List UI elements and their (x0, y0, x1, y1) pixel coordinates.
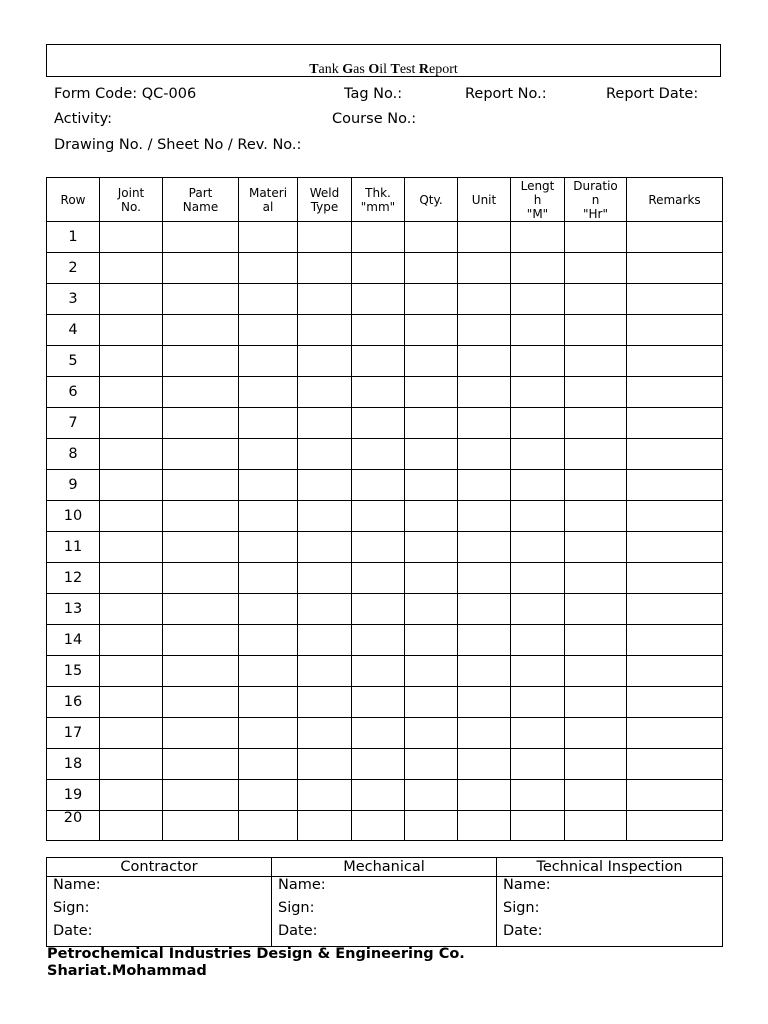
sign-field-label: Sign: (503, 900, 540, 916)
empty-cell[interactable] (100, 656, 163, 687)
table-row (47, 594, 723, 625)
empty-cell[interactable] (100, 780, 163, 811)
empty-cell[interactable] (239, 749, 298, 780)
empty-cell[interactable] (627, 749, 723, 780)
empty-cell[interactable] (239, 594, 298, 625)
empty-cell[interactable] (627, 284, 723, 315)
empty-cell[interactable] (405, 563, 458, 594)
empty-cell[interactable] (100, 315, 163, 346)
technical-inspection-header: Technical Inspection (497, 858, 723, 877)
empty-cell[interactable] (100, 625, 163, 656)
empty-cell[interactable] (352, 284, 405, 315)
author-name: Shariat.Mohammad (47, 963, 207, 979)
empty-cell[interactable] (511, 439, 565, 470)
empty-cell[interactable] (298, 470, 352, 501)
empty-cell[interactable] (511, 501, 565, 532)
row-number: 18 (47, 749, 100, 780)
empty-cell[interactable] (458, 253, 511, 284)
table-row (47, 532, 723, 563)
table-row (47, 749, 723, 780)
table-row (47, 315, 723, 346)
row-number: 4 (47, 315, 100, 346)
empty-cell[interactable] (405, 718, 458, 749)
empty-cell[interactable] (405, 315, 458, 346)
empty-cell[interactable] (405, 687, 458, 718)
empty-cell[interactable] (239, 811, 298, 841)
empty-cell[interactable] (565, 253, 627, 284)
empty-cell[interactable] (511, 408, 565, 439)
empty-cell[interactable] (163, 625, 239, 656)
empty-cell[interactable] (511, 625, 565, 656)
empty-cell[interactable] (565, 749, 627, 780)
empty-cell[interactable] (458, 780, 511, 811)
empty-cell[interactable] (163, 749, 239, 780)
empty-cell[interactable] (405, 656, 458, 687)
name-field-label: Name: (53, 877, 101, 893)
empty-cell[interactable] (239, 687, 298, 718)
empty-cell[interactable] (298, 532, 352, 563)
row-number: 14 (47, 625, 100, 656)
empty-cell[interactable] (163, 687, 239, 718)
empty-cell[interactable] (627, 408, 723, 439)
empty-cell[interactable] (163, 563, 239, 594)
row-number: 6 (47, 377, 100, 408)
empty-cell[interactable] (511, 253, 565, 284)
empty-cell[interactable] (352, 563, 405, 594)
empty-cell[interactable] (458, 532, 511, 563)
empty-cell[interactable] (627, 501, 723, 532)
empty-cell[interactable] (352, 749, 405, 780)
empty-cell[interactable] (352, 811, 405, 841)
empty-cell[interactable] (405, 780, 458, 811)
report-title (47, 62, 720, 78)
technical-inspection-sign-block (497, 877, 723, 947)
empty-cell[interactable] (565, 563, 627, 594)
empty-cell[interactable] (239, 408, 298, 439)
empty-cell[interactable] (511, 470, 565, 501)
empty-cell[interactable] (565, 625, 627, 656)
table-row (47, 563, 723, 594)
empty-cell[interactable] (511, 377, 565, 408)
report-no-label: Report No.: (465, 86, 547, 102)
report-title-box (46, 44, 721, 77)
empty-cell[interactable] (100, 284, 163, 315)
mechanical-header: Mechanical (272, 858, 497, 877)
empty-cell[interactable] (511, 222, 565, 253)
empty-cell[interactable] (511, 687, 565, 718)
empty-cell[interactable] (352, 377, 405, 408)
mechanical-sign-block (272, 877, 497, 947)
empty-cell[interactable] (627, 563, 723, 594)
title-part: est (399, 62, 419, 77)
empty-cell[interactable] (100, 222, 163, 253)
empty-cell[interactable] (405, 811, 458, 841)
empty-cell[interactable] (352, 532, 405, 563)
empty-cell[interactable] (565, 284, 627, 315)
empty-cell[interactable] (298, 625, 352, 656)
col-header-length: Lengt h "M" (511, 178, 565, 222)
empty-cell[interactable] (565, 656, 627, 687)
empty-cell[interactable] (239, 563, 298, 594)
activity-label: Activity: (54, 111, 113, 127)
empty-cell[interactable] (163, 253, 239, 284)
empty-cell[interactable] (163, 501, 239, 532)
date-field-label: Date: (278, 923, 318, 939)
empty-cell[interactable] (163, 811, 239, 841)
empty-cell[interactable] (511, 284, 565, 315)
title-part: eport (429, 62, 458, 77)
empty-cell[interactable] (163, 470, 239, 501)
empty-cell[interactable] (100, 501, 163, 532)
row-number: 20 (47, 811, 100, 841)
table-row (47, 222, 723, 253)
company-name: Petrochemical Industries Design & Engineering Co. (47, 946, 465, 962)
empty-cell[interactable] (565, 377, 627, 408)
empty-cell[interactable] (298, 656, 352, 687)
empty-cell[interactable] (298, 315, 352, 346)
empty-cell[interactable] (458, 749, 511, 780)
empty-cell[interactable] (565, 780, 627, 811)
row-number: 11 (47, 532, 100, 563)
table-row (47, 718, 723, 749)
empty-cell[interactable] (100, 408, 163, 439)
table-row (47, 346, 723, 377)
empty-cell[interactable] (298, 284, 352, 315)
row-number: 2 (47, 253, 100, 284)
empty-cell[interactable] (239, 222, 298, 253)
name-field-label: Name: (503, 877, 551, 893)
empty-cell[interactable] (100, 470, 163, 501)
title-cap: G (342, 62, 354, 77)
empty-cell[interactable] (298, 408, 352, 439)
empty-cell[interactable] (458, 687, 511, 718)
empty-cell[interactable] (458, 811, 511, 841)
empty-cell[interactable] (405, 284, 458, 315)
title-cap: R (418, 62, 430, 77)
empty-cell[interactable] (239, 284, 298, 315)
empty-cell[interactable] (163, 656, 239, 687)
row-number: 9 (47, 470, 100, 501)
empty-cell[interactable] (405, 594, 458, 625)
table-row (47, 780, 723, 811)
empty-cell[interactable] (405, 377, 458, 408)
empty-cell[interactable] (100, 718, 163, 749)
col-header-part-name: Part Name (163, 178, 239, 222)
empty-cell[interactable] (405, 253, 458, 284)
empty-cell[interactable] (565, 470, 627, 501)
empty-cell[interactable] (511, 749, 565, 780)
empty-cell[interactable] (565, 532, 627, 563)
empty-cell[interactable] (352, 439, 405, 470)
empty-cell[interactable] (298, 594, 352, 625)
table-row (47, 377, 723, 408)
empty-cell[interactable] (100, 377, 163, 408)
sign-field-label: Sign: (53, 900, 90, 916)
empty-cell[interactable] (100, 532, 163, 563)
title-part: il (379, 62, 391, 77)
empty-cell[interactable] (511, 315, 565, 346)
name-field-label: Name: (278, 877, 326, 893)
empty-cell[interactable] (100, 563, 163, 594)
empty-cell[interactable] (405, 501, 458, 532)
empty-cell[interactable] (163, 377, 239, 408)
empty-cell[interactable] (511, 594, 565, 625)
empty-cell[interactable] (511, 780, 565, 811)
empty-cell[interactable] (163, 439, 239, 470)
col-header-thickness: Thk. "mm" (352, 178, 405, 222)
empty-cell[interactable] (405, 532, 458, 563)
empty-cell[interactable] (352, 408, 405, 439)
row-number: 12 (47, 563, 100, 594)
empty-cell[interactable] (627, 470, 723, 501)
empty-cell[interactable] (298, 811, 352, 841)
empty-cell[interactable] (511, 532, 565, 563)
empty-cell[interactable] (298, 253, 352, 284)
title-cap: T (309, 62, 319, 77)
empty-cell[interactable] (405, 625, 458, 656)
empty-cell[interactable] (163, 284, 239, 315)
empty-cell[interactable] (458, 377, 511, 408)
empty-cell[interactable] (565, 501, 627, 532)
empty-cell[interactable] (627, 377, 723, 408)
row-number: 1 (47, 222, 100, 253)
empty-cell[interactable] (239, 315, 298, 346)
empty-cell[interactable] (627, 346, 723, 377)
empty-cell[interactable] (100, 346, 163, 377)
empty-cell[interactable] (405, 470, 458, 501)
empty-cell[interactable] (565, 408, 627, 439)
empty-cell[interactable] (163, 532, 239, 563)
empty-cell[interactable] (163, 408, 239, 439)
col-header-joint-no: Joint No. (100, 178, 163, 222)
empty-cell[interactable] (352, 625, 405, 656)
empty-cell[interactable] (239, 439, 298, 470)
empty-cell[interactable] (239, 718, 298, 749)
empty-cell[interactable] (163, 594, 239, 625)
title-part: as (353, 62, 369, 77)
empty-cell[interactable] (627, 222, 723, 253)
date-field-label: Date: (503, 923, 543, 939)
empty-cell[interactable] (239, 253, 298, 284)
sign-field-label: Sign: (278, 900, 315, 916)
empty-cell[interactable] (565, 222, 627, 253)
table-row (47, 284, 723, 315)
empty-cell[interactable] (458, 563, 511, 594)
empty-cell[interactable] (352, 718, 405, 749)
empty-cell[interactable] (405, 408, 458, 439)
empty-cell[interactable] (239, 501, 298, 532)
empty-cell[interactable] (100, 811, 163, 841)
tag-no-label: Tag No.: (344, 86, 403, 102)
table-row (47, 687, 723, 718)
col-header-row: Row (47, 178, 100, 222)
col-header-remarks: Remarks (627, 178, 723, 222)
empty-cell[interactable] (163, 222, 239, 253)
empty-cell[interactable] (565, 811, 627, 841)
empty-cell[interactable] (627, 594, 723, 625)
empty-cell[interactable] (511, 656, 565, 687)
title-part: ank (318, 62, 343, 77)
empty-cell[interactable] (565, 439, 627, 470)
empty-cell[interactable] (352, 594, 405, 625)
empty-cell[interactable] (298, 718, 352, 749)
empty-cell[interactable] (405, 346, 458, 377)
course-no-label: Course No.: (332, 111, 417, 127)
table-row (47, 625, 723, 656)
empty-cell[interactable] (627, 656, 723, 687)
form-code: Form Code: QC-006 (54, 86, 197, 102)
empty-cell[interactable] (352, 780, 405, 811)
empty-cell[interactable] (298, 749, 352, 780)
empty-cell[interactable] (405, 439, 458, 470)
empty-cell[interactable] (458, 594, 511, 625)
table-row (47, 253, 723, 284)
empty-cell[interactable] (511, 811, 565, 841)
empty-cell[interactable] (298, 222, 352, 253)
row-number: 13 (47, 594, 100, 625)
empty-cell[interactable] (298, 563, 352, 594)
empty-cell[interactable] (627, 625, 723, 656)
table-header-row (47, 178, 723, 222)
table-row (47, 470, 723, 501)
empty-cell[interactable] (100, 594, 163, 625)
table-row (47, 811, 723, 841)
empty-cell[interactable] (352, 501, 405, 532)
empty-cell[interactable] (239, 780, 298, 811)
empty-cell[interactable] (100, 439, 163, 470)
empty-cell[interactable] (627, 718, 723, 749)
test-data-table (46, 177, 723, 841)
empty-cell[interactable] (298, 346, 352, 377)
col-header-duration: Duratio n "Hr" (565, 178, 627, 222)
empty-cell[interactable] (239, 532, 298, 563)
title-cap: T (390, 62, 400, 77)
row-number: 3 (47, 284, 100, 315)
empty-cell[interactable] (511, 718, 565, 749)
row-number: 10 (47, 501, 100, 532)
table-row (47, 439, 723, 470)
empty-cell[interactable] (458, 625, 511, 656)
empty-cell[interactable] (627, 253, 723, 284)
col-header-qty: Qty. (405, 178, 458, 222)
empty-cell[interactable] (352, 470, 405, 501)
row-number: 7 (47, 408, 100, 439)
row-number: 8 (47, 439, 100, 470)
empty-cell[interactable] (239, 625, 298, 656)
row-number: 15 (47, 656, 100, 687)
empty-cell[interactable] (627, 532, 723, 563)
empty-cell[interactable] (565, 594, 627, 625)
empty-cell[interactable] (298, 780, 352, 811)
table-row (47, 501, 723, 532)
signature-table (46, 857, 723, 947)
empty-cell[interactable] (298, 439, 352, 470)
empty-cell[interactable] (458, 408, 511, 439)
empty-cell[interactable] (565, 687, 627, 718)
empty-cell[interactable] (405, 222, 458, 253)
table-row (47, 408, 723, 439)
report-date-label: Report Date: (606, 86, 699, 102)
title-cap: O (368, 62, 380, 77)
empty-cell[interactable] (298, 687, 352, 718)
empty-cell[interactable] (100, 687, 163, 718)
empty-cell[interactable] (458, 501, 511, 532)
empty-cell[interactable] (458, 284, 511, 315)
empty-cell[interactable] (239, 656, 298, 687)
empty-cell[interactable] (627, 780, 723, 811)
empty-cell[interactable] (352, 315, 405, 346)
empty-cell[interactable] (458, 439, 511, 470)
empty-cell[interactable] (352, 253, 405, 284)
empty-cell[interactable] (458, 315, 511, 346)
empty-cell[interactable] (163, 780, 239, 811)
empty-cell[interactable] (458, 222, 511, 253)
table-row (47, 656, 723, 687)
empty-cell[interactable] (565, 346, 627, 377)
empty-cell[interactable] (458, 346, 511, 377)
empty-cell[interactable] (405, 749, 458, 780)
col-header-unit: Unit (458, 178, 511, 222)
contractor-sign-block (47, 877, 272, 947)
empty-cell[interactable] (352, 656, 405, 687)
empty-cell[interactable] (298, 501, 352, 532)
empty-cell[interactable] (565, 718, 627, 749)
empty-cell[interactable] (511, 346, 565, 377)
empty-cell[interactable] (627, 811, 723, 841)
empty-cell[interactable] (298, 377, 352, 408)
empty-cell[interactable] (163, 346, 239, 377)
empty-cell[interactable] (100, 749, 163, 780)
empty-cell[interactable] (565, 315, 627, 346)
row-number: 19 (47, 780, 100, 811)
date-field-label: Date: (53, 923, 93, 939)
col-header-weld-type: Weld Type (298, 178, 352, 222)
empty-cell[interactable] (163, 718, 239, 749)
empty-cell[interactable] (627, 687, 723, 718)
empty-cell[interactable] (352, 687, 405, 718)
empty-cell[interactable] (627, 439, 723, 470)
empty-cell[interactable] (352, 346, 405, 377)
drawing-label: Drawing No. / Sheet No / Rev. No.: (54, 137, 302, 153)
contractor-header: Contractor (47, 858, 272, 877)
empty-cell[interactable] (458, 718, 511, 749)
row-number: 16 (47, 687, 100, 718)
empty-cell[interactable] (239, 377, 298, 408)
col-header-material: Materi al (239, 178, 298, 222)
empty-cell[interactable] (458, 470, 511, 501)
empty-cell[interactable] (163, 315, 239, 346)
row-number: 5 (47, 346, 100, 377)
empty-cell[interactable] (100, 253, 163, 284)
empty-cell[interactable] (627, 315, 723, 346)
empty-cell[interactable] (239, 470, 298, 501)
empty-cell[interactable] (458, 656, 511, 687)
row-number: 17 (47, 718, 100, 749)
empty-cell[interactable] (239, 346, 298, 377)
empty-cell[interactable] (511, 563, 565, 594)
empty-cell[interactable] (352, 222, 405, 253)
